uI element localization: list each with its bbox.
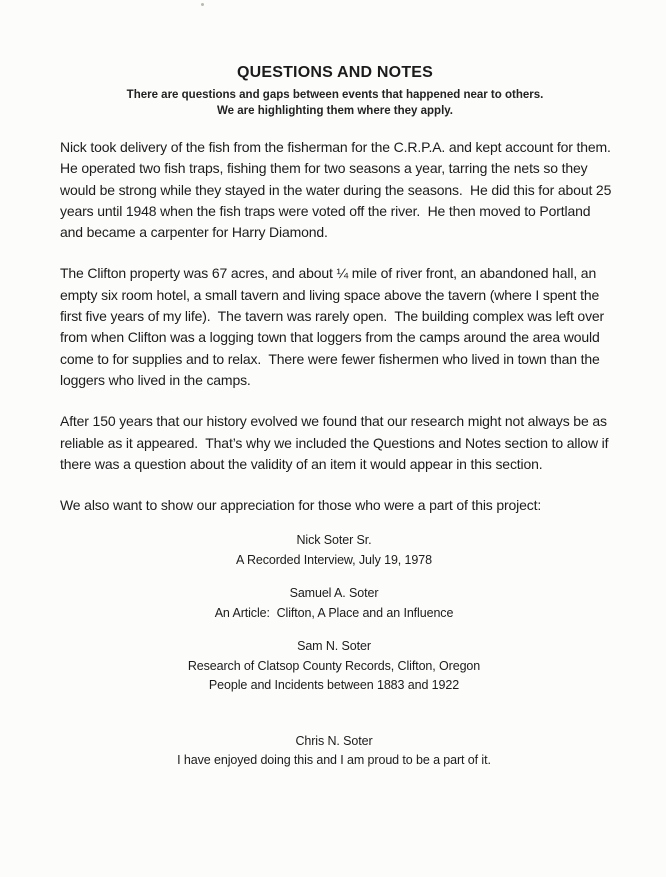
- credit-group-nick-soter: [60, 531, 608, 570]
- paragraph-fish-traps: Nick took delivery of the fish from the fisherman for the C.R.P.A. and kept account for them. He operated two fish traps, fishing them for two seasons a year, tarring the nets so they would be strong while they stayed in the water during the seasons. He did this for about 25 years until 1948 when the fish traps were voted off the river. He then moved to Portland and became a carpenter for Harry Diamond.: [60, 139, 619, 241]
- credit-detail: An Article: Clifton, A Place and an Influence: [214, 605, 454, 620]
- credit-name: Sam N. Soter: [297, 639, 371, 654]
- credit-name: Samuel A. Soter: [289, 586, 379, 601]
- credit-group-chris-soter: [60, 732, 608, 771]
- page-subtitle: [60, 89, 610, 117]
- subtitle-line: We are highlighting them where they apply.: [217, 105, 453, 117]
- credit-group-samuel-soter: [60, 584, 608, 623]
- credit-detail: I have enjoyed doing this and I am proud to be a part of it.: [177, 753, 491, 768]
- scan-speck: [201, 3, 204, 6]
- credit-detail: People and Incidents between 1883 and 1922: [208, 678, 460, 693]
- credits-section: [60, 531, 608, 771]
- credit-name: Nick Soter Sr.: [296, 533, 372, 548]
- subtitle-line: There are questions and gaps between events that happened near to others.: [126, 89, 544, 101]
- credit-group-sam-soter: [60, 637, 608, 696]
- paragraph-appreciation: We also want to show our appreciation for those who were a part of this project:: [60, 497, 542, 514]
- credit-name: Chris N. Soter: [295, 733, 373, 748]
- paragraph-clifton-property: The Clifton property was 67 acres, and about ¼ mile of river front, an abandoned hall, an empty six room hotel, a small tavern and living space above the tavern (where I spent the first five years of my life). The tavern was rarely open. The building complex was left over from when Clifton was a logging town that loggers from the camps around the area would come to for supplies and to relax. There were fewer fishermen who lived in town than the loggers who lived in the camps.: [60, 265, 608, 388]
- page-title: QUESTIONS AND NOTES: [236, 64, 434, 81]
- credit-detail: Research of Clatsop County Records, Clifton, Oregon: [187, 658, 481, 673]
- paragraph-research-reliability: After 150 years that our history evolved we found that our research might not always be as reliable as it appeared. That’s why we included the Questions and Notes section to allow if there was a question about the validity of an item it would appear in this section.: [60, 413, 613, 472]
- credit-detail: A Recorded Interview, July 19, 1978: [236, 552, 432, 567]
